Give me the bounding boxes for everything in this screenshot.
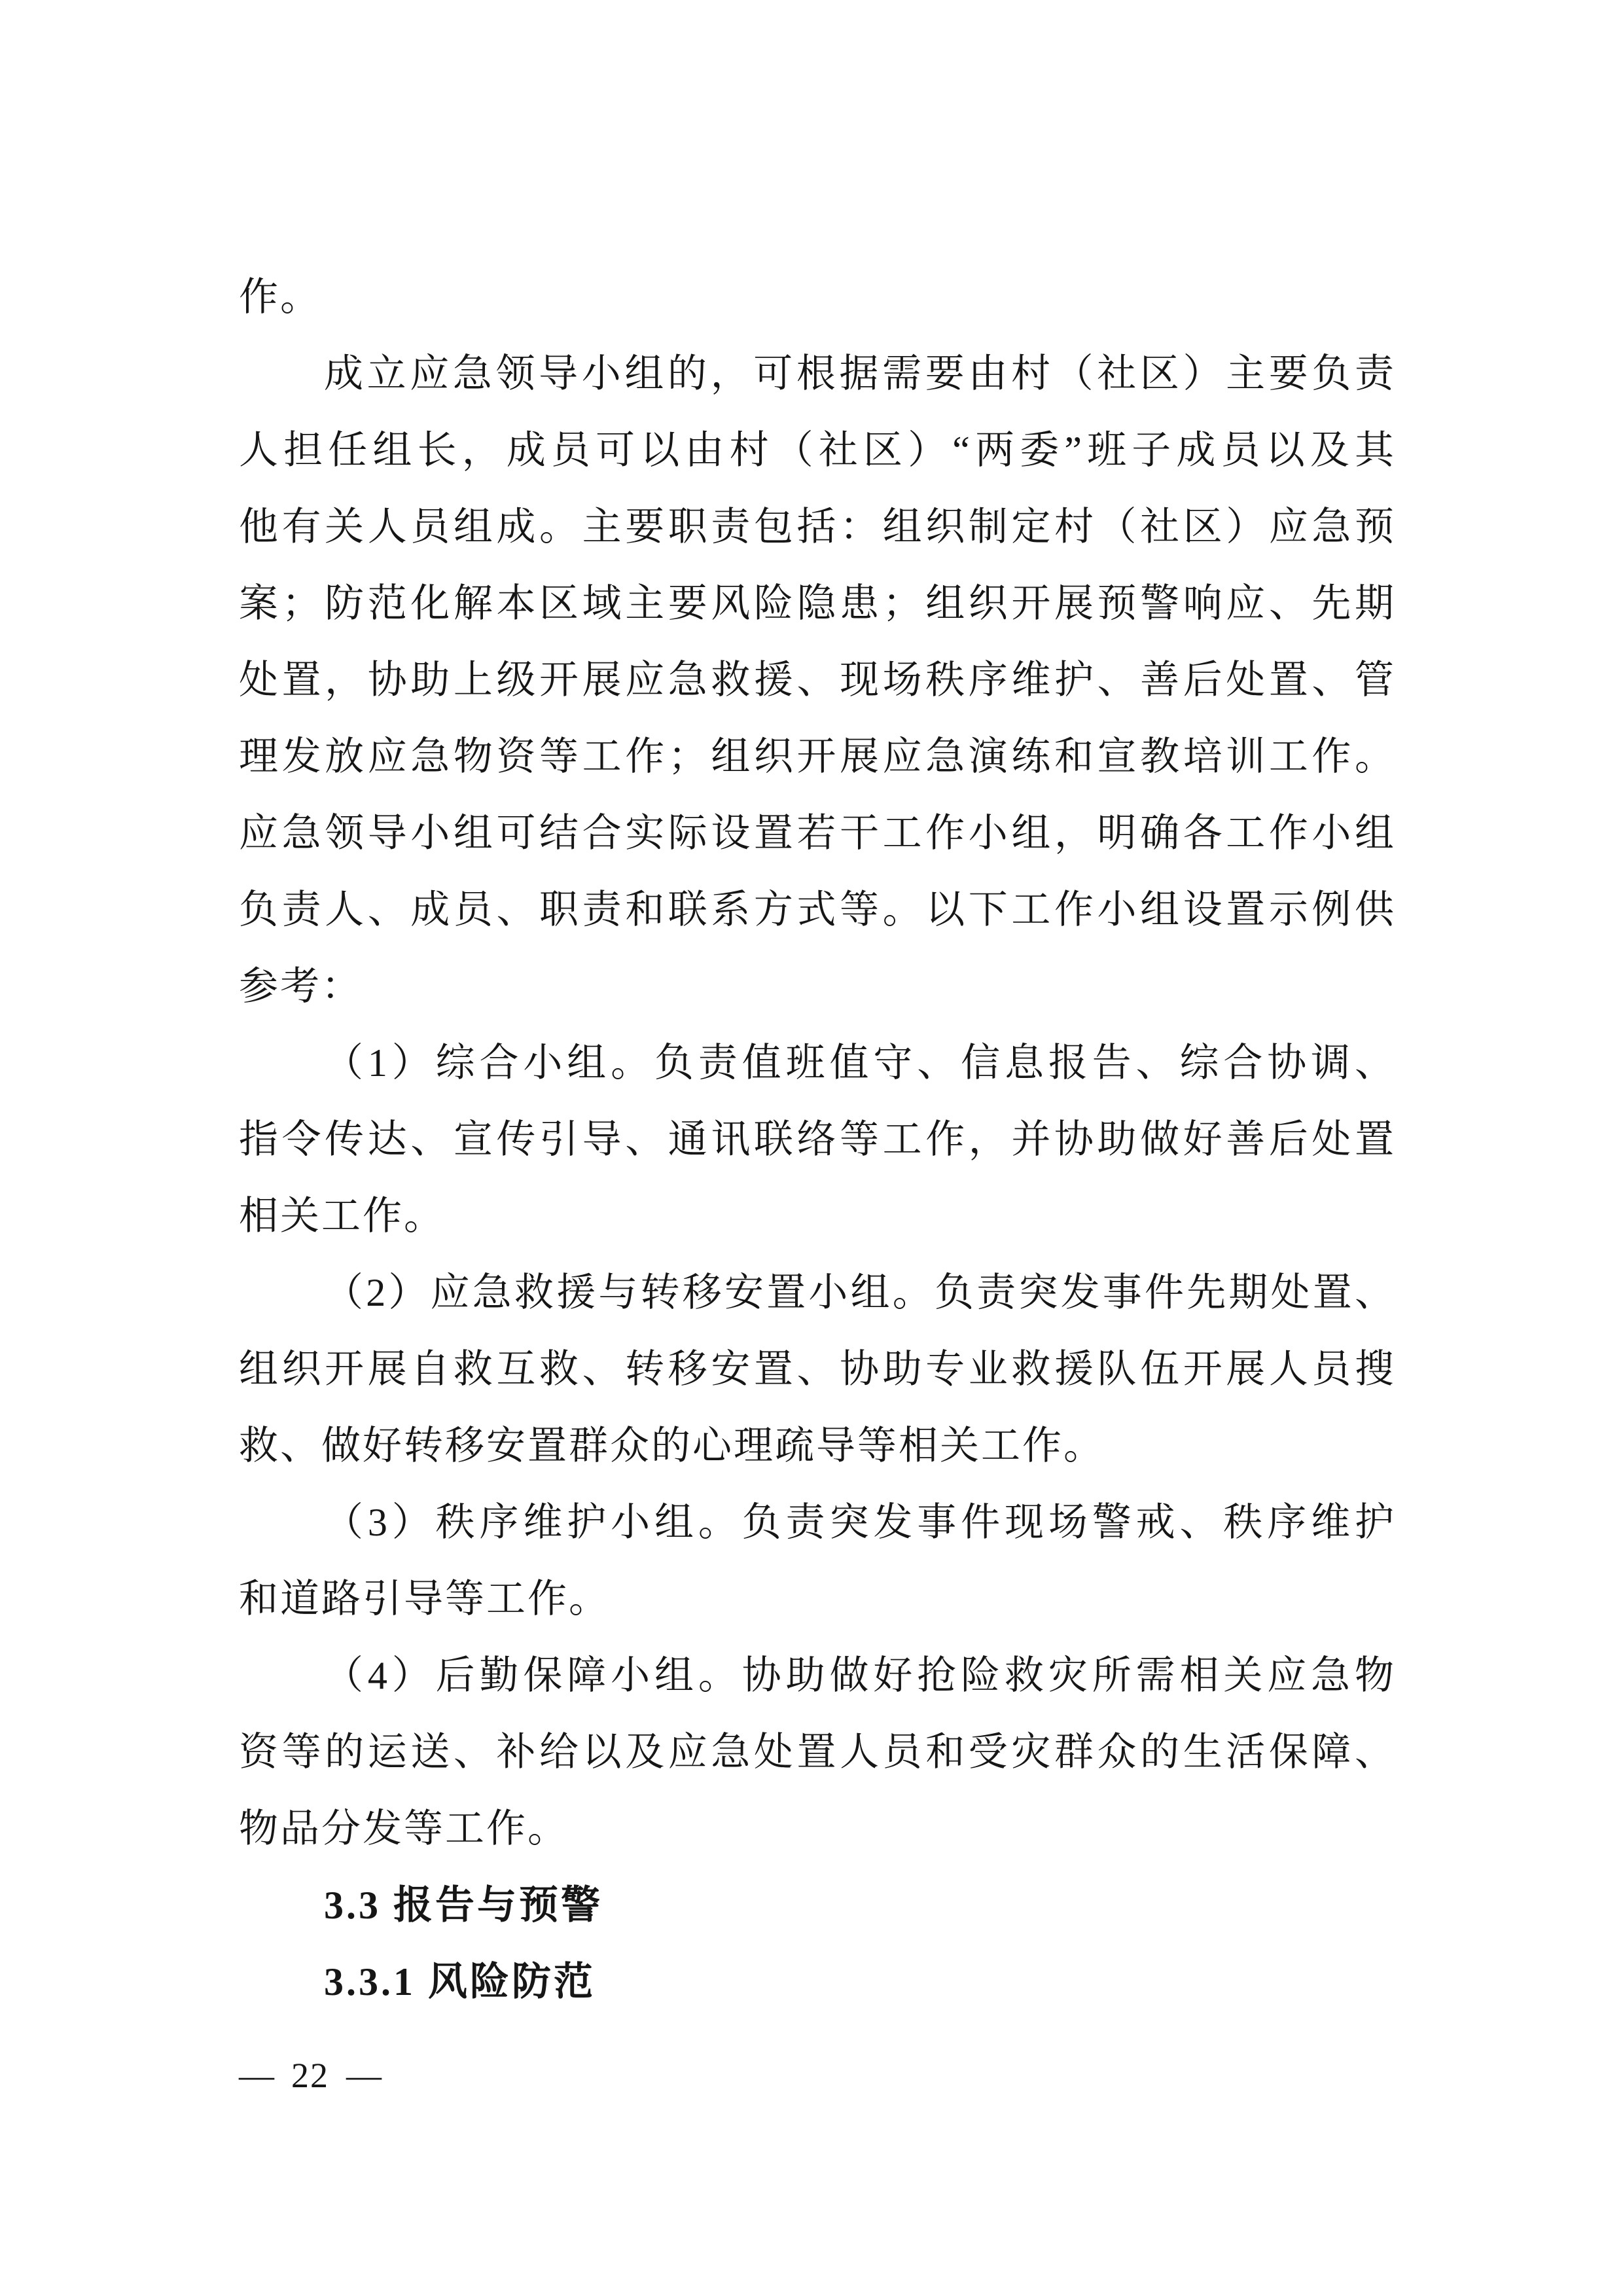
body-text-line: 成立应急领导小组的，可根据需要由村（社区）主要负责	[324, 352, 1394, 395]
body-text-line: 救、做好转移安置群众的心理疏导等相关工作。	[239, 1424, 1105, 1467]
body-text-line: 组织开展自救互救、转移安置、协助专业救援队伍开展人员搜	[239, 1348, 1394, 1391]
page-footer	[239, 2053, 382, 2098]
body-text-line: 参考：	[239, 965, 363, 1008]
page-number: 22	[291, 2056, 329, 2095]
body-text-line: （4）后勤保障小组。协助做好抢险救灾所需相关应急物	[324, 1654, 1394, 1697]
body-text-line: 和道路引导等工作。	[239, 1577, 610, 1621]
body-text-line: 指令传达、宣传引导、通讯联络等工作，并协助做好善后处置	[239, 1118, 1394, 1161]
section-heading: 3.3.1 风险防范	[324, 1960, 596, 2003]
body-text-line: （2）应急救援与转移安置小组。负责突发事件先期处置、	[324, 1271, 1394, 1314]
body-text-line: 他有关人员组成。主要职责包括：组织制定村（社区）应急预	[239, 505, 1394, 548]
body-text-line: 物品分发等工作。	[239, 1807, 569, 1850]
body-text-line: （1）综合小组。负责值班值守、信息报告、综合协调、	[324, 1041, 1394, 1085]
document-body	[239, 259, 1394, 2020]
body-text-line: 应急领导小组可结合实际设置若干工作小组，明确各工作小组	[239, 812, 1394, 855]
body-text-line: 人担任组长，成员可以由村（社区）“两委”班子成员以及其	[239, 429, 1394, 472]
body-text-line: 资等的运送、补给以及应急处置人员和受灾群众的生活保障、	[239, 1731, 1394, 1774]
footer-right-dash: —	[346, 2056, 382, 2095]
body-text-line: 负责人、成员、职责和联系方式等。以下工作小组设置示例供	[239, 888, 1394, 931]
body-text-line: （3）秩序维护小组。负责突发事件现场警戒、秩序维护	[324, 1501, 1394, 1544]
footer-left-dash: —	[239, 2056, 274, 2095]
body-text-line: 作。	[239, 276, 321, 319]
section-heading: 3.3 报告与预警	[324, 1884, 603, 1927]
body-text-line: 案；防范化解本区域主要风险隐患；组织开展预警响应、先期	[239, 582, 1394, 625]
body-text-line: 处置，协助上级开展应急救援、现场秩序维护、善后处置、管	[239, 658, 1394, 702]
body-text-line: 相关工作。	[239, 1194, 445, 1238]
body-text-line: 理发放应急物资等工作；组织开展应急演练和宣教培训工作。	[239, 735, 1394, 778]
